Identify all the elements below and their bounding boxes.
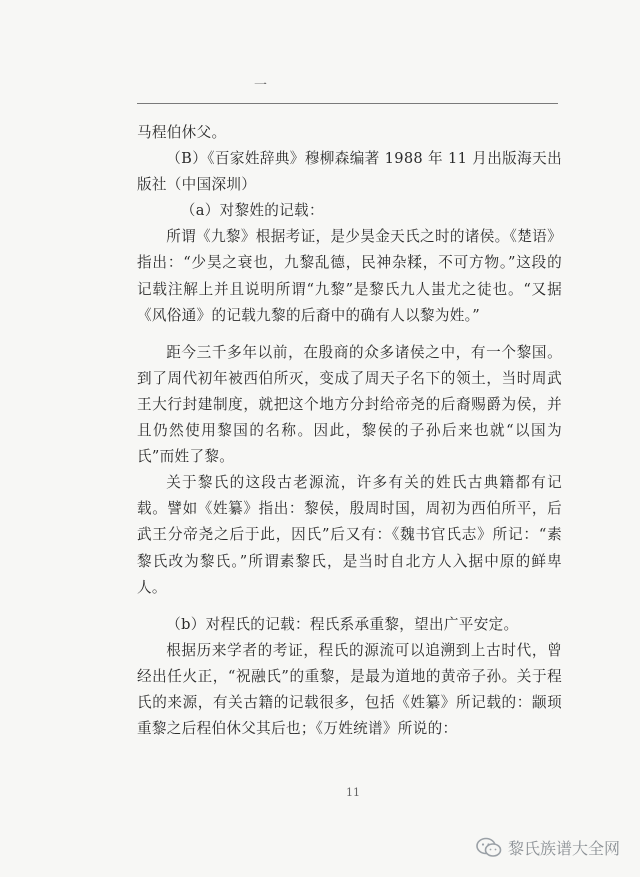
- header-mark: 一: [254, 78, 268, 93]
- paragraph-origins: 关于黎氏的这段古老源流，许多有关的姓氏古典籍都有记载。譬如《姓纂》指出：黎侯，殷周时国，周初为西伯所平，后武王分帝尧之后于此，因氏”后又有：《魏书官氏志》所记：“素黎氏改为黎氏。”所谓素黎氏，是当时自北方人入据中原的鲜卑人。: [137, 474, 562, 596]
- header-rule: [137, 103, 558, 104]
- paragraph-jiuli: 所谓《九黎》根据考证，是少昊金天氏之时的诸侯。《楚语》指出：“少昊之衰也，九黎乱德，民神杂糅，不可方物。”这段的记载注解上并且说明所谓“九黎”是黎氏九人蚩尤之徒也。“又据《风俗通》的记载九黎的后裔中的确有人以黎为姓。”: [137, 228, 562, 324]
- wechat-icon: [476, 837, 502, 859]
- watermark: [476, 836, 620, 859]
- paragraph-cheng: 根据历来学者的考证，程氏的源流可以追溯到上古时代，曾经出任火正，“祝融氏”的重黎，是最为道地的黄帝子孙。关于程氏的来源，有关古籍的记载很多，包括《姓纂》所记载的：颛顼重黎之后程伯休父其后也；《万姓统谱》所说的：: [137, 641, 562, 738]
- watermark-text: 黎氏族谱大全网: [507, 839, 620, 858]
- paragraph-continuation: 马程伯休父。: [137, 124, 227, 141]
- page-number: 11: [346, 786, 360, 799]
- body-text: [137, 120, 562, 742]
- paragraph-heading-a: （a）对黎姓的记载：: [180, 202, 324, 220]
- paragraph-source-b: （B）《百家姓辞典》穆柳森编著 1988 年 11 月出版海天出版社（中国深圳）: [137, 150, 562, 194]
- paragraph-heading-b: （b）对程氏的记载：程氏系承重黎，望出广平安定。: [166, 615, 519, 633]
- paragraph-liguo: 距今三千多年以前，在殷商的众多诸侯之中，有一个黎国。到了周代初年被西伯所灭，变成了周天子名下的领土，当时周武王大行封建制度，就把这个地方分封给帝尧的后裔赐爵为侯，并且仍然使用黎国的名称。因此，黎侯的子孙后来也就“以国为氏”而姓了黎。: [137, 343, 562, 466]
